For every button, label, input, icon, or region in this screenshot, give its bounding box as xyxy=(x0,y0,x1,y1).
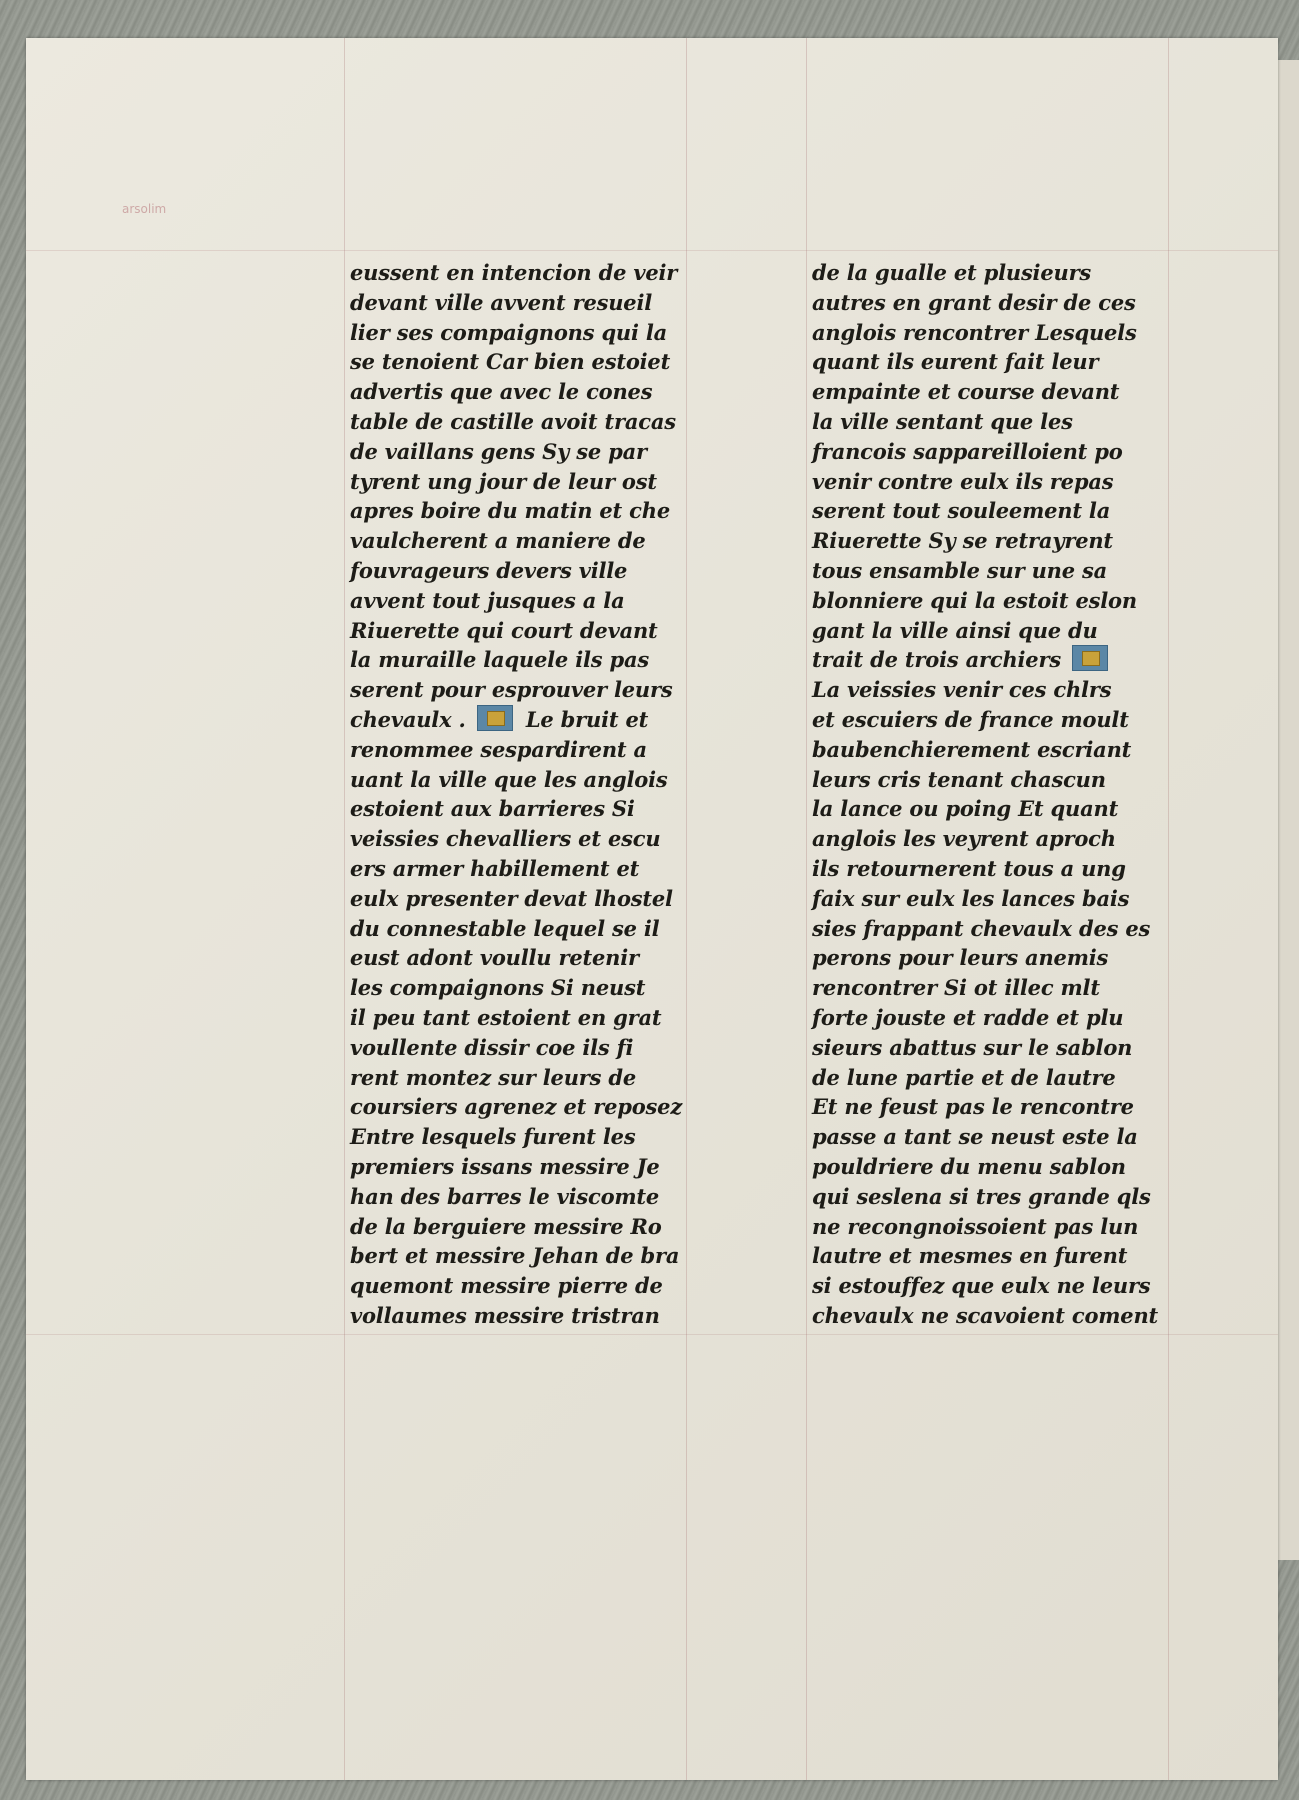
text-line: Riuerette qui court devant xyxy=(350,617,658,643)
text-line: estoient aux barrieres Si xyxy=(350,796,635,822)
text-line: ils retournerent tous a ung xyxy=(812,855,1126,881)
illuminated-initial-icon xyxy=(1072,645,1108,671)
text-line: gant la ville ainsi que du xyxy=(812,617,1098,643)
text-line: anglois les veyrent aproch xyxy=(812,826,1116,852)
text-line: de lune partie et de lautre xyxy=(812,1064,1116,1090)
text-line: la muraille laquele ils pas xyxy=(350,647,650,673)
text-line: veissies chevalliers et escu xyxy=(350,826,661,852)
text-line: sieurs abattus sur le sablon xyxy=(812,1034,1133,1060)
text-line: faix sur eulx les lances bais xyxy=(812,885,1130,911)
text-line: Riuerette Sy se retrayrent xyxy=(812,528,1113,554)
text-line: table de castille avoit tracas xyxy=(350,408,676,434)
text-line: serent pour esprouver leurs xyxy=(350,677,673,703)
text-line: uant la ville que les anglois xyxy=(350,766,668,792)
text-line: qui seslena si tres grande qls xyxy=(812,1183,1151,1209)
text-line: empainte et course devant xyxy=(812,379,1120,405)
text-line: quant ils eurent fait leur xyxy=(812,349,1099,375)
text-line: Entre lesquels furent les xyxy=(350,1124,636,1150)
text-line: tous ensamble sur une sa xyxy=(812,557,1108,583)
text-line: et escuiers de france moult xyxy=(812,706,1129,732)
ruling-line xyxy=(26,1334,1278,1335)
text-line: eussent en intencion de veir xyxy=(350,260,678,285)
text-line: rent montez sur leurs de xyxy=(350,1064,637,1090)
text-line: renommee sespardirent a xyxy=(350,736,647,762)
text-line: si estouffez que eulx ne leurs xyxy=(812,1273,1151,1299)
ruling-line xyxy=(806,38,807,1780)
library-stamp: arsolim xyxy=(122,202,167,216)
text-line: trait de trois archiers xyxy=(812,645,1202,675)
text-line: forte jouste et radde et plu xyxy=(812,1004,1124,1030)
text-line: chevaulx . Le bruit et xyxy=(350,706,649,732)
text-line: eust adont voullu retenir xyxy=(350,945,639,971)
text-line: bert et messire Jehan de bra xyxy=(350,1243,680,1269)
text-line: coursiers agrenez et reposez xyxy=(350,1094,683,1120)
text-line: La veissies venir ces chlrs xyxy=(812,677,1112,703)
text-line: passe a tant se neust este la xyxy=(812,1124,1138,1150)
text-line: la ville sentant que les xyxy=(812,408,1073,434)
text-line: venir contre eulx ils repas xyxy=(812,468,1114,494)
text-line: Et ne feust pas le rencontre xyxy=(812,1094,1134,1120)
text-line: ers armer habillement et xyxy=(350,855,640,881)
text-line: perons pour leurs anemis xyxy=(812,945,1109,971)
text-line: han des barres le viscomte xyxy=(350,1183,660,1209)
text-line: autres en grant desir de ces xyxy=(812,289,1136,315)
text-line: vaulcherent a maniere de xyxy=(350,528,646,554)
text-line: ne recongnoissoient pas lun xyxy=(812,1213,1139,1239)
text-line: du connestable lequel se il xyxy=(350,915,660,941)
text-line: anglois rencontrer Lesquels xyxy=(812,319,1137,345)
text-line: eulx presenter devat lhostel xyxy=(350,885,673,911)
text-line: les compaignons Si neust xyxy=(350,975,646,1001)
text-line: apres boire du matin et che xyxy=(350,498,670,524)
text-line: chevaulx ne scavoient coment xyxy=(812,1302,1159,1328)
text-line: tyrent ung jour de leur ost xyxy=(350,468,657,494)
text-line: lier ses compaignons qui la xyxy=(350,319,668,345)
text-line: advertis que avec le cones xyxy=(350,379,653,405)
text-line: il peu tant estoient en grat xyxy=(350,1004,662,1030)
text-line: francois sappareilloient po xyxy=(812,438,1123,464)
text-column-left xyxy=(350,258,740,1331)
text-line: sies frappant chevaulx des es xyxy=(812,915,1151,941)
text-line: vollaumes messire tristran xyxy=(350,1302,660,1328)
text-line: se tenoient Car bien estoiet xyxy=(350,349,671,375)
text-line: blonniere qui la estoit eslon xyxy=(812,587,1137,613)
text-line: pouldriere du menu sablon xyxy=(812,1153,1126,1179)
text-column-right xyxy=(812,258,1202,1331)
ruling-line xyxy=(344,38,345,1780)
text-line: devant ville avvent resueil xyxy=(350,289,653,315)
text-line: lautre et mesmes en furent xyxy=(812,1243,1128,1269)
text-line: de la berguiere messire Ro xyxy=(350,1213,662,1239)
text-line: la lance ou poing Et quant xyxy=(812,796,1119,822)
ruling-line xyxy=(26,250,1278,251)
text-line: quemont messire pierre de xyxy=(350,1273,663,1299)
text-line: leurs cris tenant chascun xyxy=(812,766,1106,792)
text-line: avvent tout jusques a la xyxy=(350,587,625,613)
text-line: voullente dissir coe ils fi xyxy=(350,1034,634,1060)
text-line: rencontrer Si ot illec mlt xyxy=(812,975,1100,1001)
text-line: fouvrageurs devers ville xyxy=(350,557,628,583)
text-line: premiers issans messire Je xyxy=(350,1153,660,1179)
text-line: baubenchierement escriant xyxy=(812,736,1132,762)
text-line: de la gualle et plusieurs xyxy=(812,260,1092,285)
text-line: serent tout souleement la xyxy=(812,498,1111,524)
text-line: de vaillans gens Sy se par xyxy=(350,438,647,464)
illuminated-initial-icon xyxy=(477,705,513,731)
